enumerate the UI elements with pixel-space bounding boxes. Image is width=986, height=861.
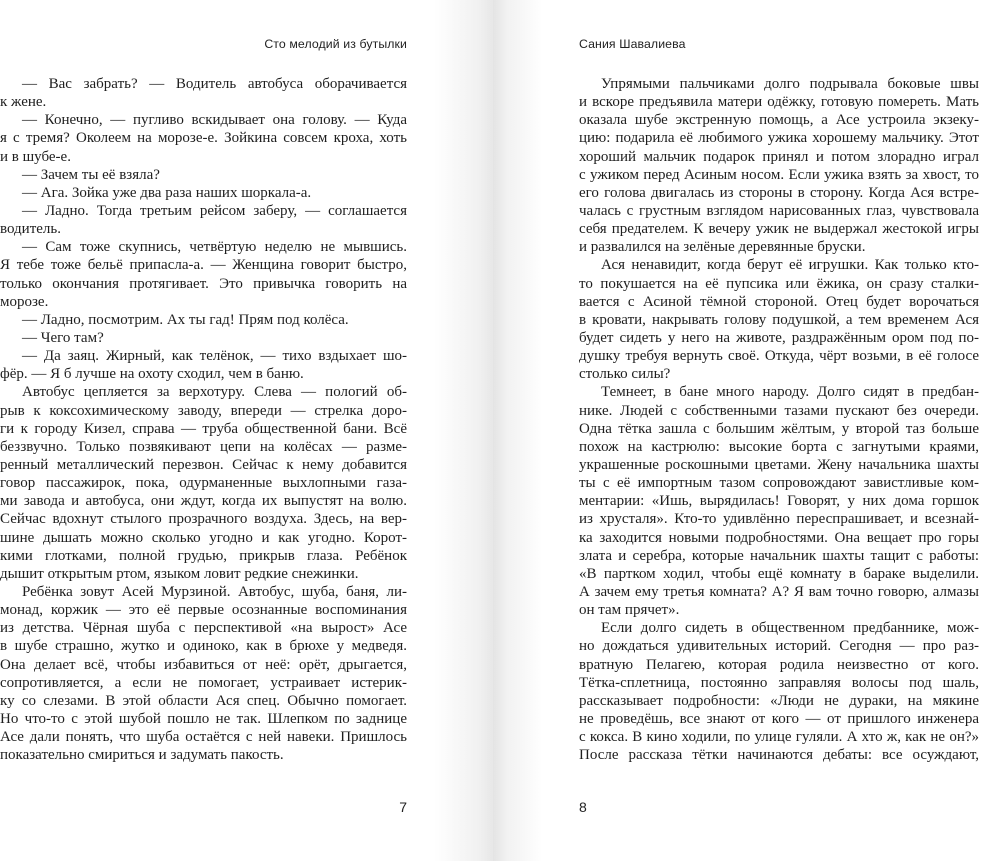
right-page-text: [579, 75, 979, 764]
text-line: кими глотками, полной грудью, прикрыв глаза. Ребёнок: [0, 547, 407, 564]
text-line: — Зачем ты её взяла?: [22, 166, 160, 183]
text-line: — Ладно, посмотрим. Ах ты гад! Прям под колёса.: [22, 311, 349, 328]
text-line: Упрямыми пальчиками долго подрывала боковые швы: [601, 76, 979, 92]
text-line: вратную Пелагею, которая родила неизвестно от кого.: [579, 656, 979, 673]
text-line: А зачем ему третья комната? А? Я вам точно говорю, алмазы: [579, 583, 979, 600]
text-line: Асе дали понять, что шуба остаётся с ней навеки. Пришлось: [0, 729, 407, 746]
text-line: я с тремя? Околеем на морозе-е. Зойкина совсем кроха, хоть: [0, 130, 407, 147]
text-line: в кровати, накрывать голову подушкой, а тем временем Ася: [579, 311, 979, 328]
text-line: из хрусталя». Кто-то удивлённо переспрашивает, и всезнай-: [579, 511, 979, 528]
text-line: Ася ненавидит, когда берут её игрушки. Как только кто-: [601, 257, 979, 274]
text-line: Сейчас вдохнут стылого прозрачного воздуха. Здесь, на вер-: [0, 511, 407, 528]
text-line: хороший мальчик подарок принял и потом злорадно играл: [579, 148, 979, 165]
text-line: Я тебе тоже бельё припасла-а. — Женщина говорит быстро,: [0, 257, 407, 274]
text-line: дышит открытым ртом, языком ловит редкие снежинки.: [0, 565, 359, 582]
text-line: — Ага. Зойка уже два раза наших шоркала-а.: [22, 184, 312, 201]
text-line: — Чего там?: [22, 329, 104, 346]
text-line: говор пассажирок, пока, одурманенные выхлопными газа-: [0, 475, 407, 492]
text-line: с ужиком перед Асиным носом. Если ужика взять за хвост, то: [579, 166, 979, 183]
text-line: он там прячет».: [579, 602, 680, 619]
text-line: и развалился на зелёные деревянные бруски.: [579, 239, 866, 256]
text-line: Ребёнка зовут Асей Мурзиной. Автобус, шуба, баня, ли-: [22, 583, 407, 600]
text-line: не проведёшь, все знают от кого — от пришлого инженера: [579, 710, 979, 727]
text-line: — Конечно, — пугливо вскидывает она голову. — Куда: [22, 112, 407, 129]
text-line: ренный металлический перезвон. Сейчас к нему добавится: [0, 456, 407, 473]
text-line: и в шубе-е.: [0, 148, 71, 165]
text-line: фёр. — Я б лучше на охоту сходил, чем в баню.: [0, 366, 304, 383]
text-line: ми завода и автобуса, они ждут, когда их выпустят на волю.: [0, 493, 407, 510]
text-line: себя предателем. К вечеру ужик не выдержал жестокой игры: [579, 221, 979, 238]
left-page-text: [0, 75, 407, 764]
text-line: ментарии: «Ишь, вырядилась! Говорят, у них дома горшок: [579, 493, 979, 510]
text-line: шине дышать можно сколько угодно и как угодно. Корот-: [0, 529, 407, 546]
text-line: Автобус цепляется за верхотуру. Слева — пологий об-: [22, 384, 407, 401]
text-line: оказала шубе экстренную помощь, а Асе устроила экзеку-: [579, 112, 979, 129]
text-line: Но что-то с этой шубой пошло не так. Шлепком по заднице: [0, 710, 407, 727]
text-line: — Да заяц. Жирный, как телёнок, — тихо вздыхает шо-: [22, 348, 407, 365]
text-line: но дождаться удивительных историй. Сегодня — про раз-: [579, 638, 979, 655]
text-line: похож на кастрюлю: высокие борта с загнутыми краями,: [579, 438, 979, 455]
text-line: будет сидеть у него на животе, раздражённым ором под по-: [579, 329, 979, 346]
text-line: нике. Людей с собственными тазами пускают без очереди.: [579, 402, 979, 419]
text-line: рыв к коксохимическому заводу, впереди — стрелка доро-: [0, 402, 407, 419]
right-page-number: 8: [579, 799, 587, 815]
text-line: ка заходится новыми подробностями. Она вещает про горы: [579, 529, 979, 546]
right-page: [493, 0, 986, 861]
text-line: Если долго сидеть в общественном предбаннике, мож-: [601, 620, 979, 637]
text-line: водитель.: [0, 221, 61, 238]
text-line: Тётка-сплетница, постоянно заправляя волосы под шаль,: [579, 674, 979, 691]
text-line: беззвучно. Только позвякивают цепи на колёсах — разме-: [0, 438, 407, 455]
text-line: столько силы?: [579, 366, 671, 383]
text-line: в шубе страшно, жутко и одиноко, как в брюхе у медведя.: [0, 638, 407, 655]
text-line: — Вас забрать? — Водитель автобуса оборачивается: [22, 76, 407, 92]
text-line: — Сам тоже скупнись, четвёртую неделю не мывшись.: [22, 239, 407, 256]
text-line: с кокса. В кино ходили, по улице гуляли. А хто ж, как не он?»: [579, 729, 979, 746]
text-line: После рассказа тётки начинаются дебаты: все осуждают,: [579, 747, 979, 764]
left-page-number: 7: [399, 799, 407, 815]
left-running-head: Сто мелодий из бутылки: [264, 37, 407, 51]
text-line: то покушается на её пупсика или ёжика, он сразу сталки-: [579, 275, 979, 292]
text-line: морозе.: [0, 293, 49, 310]
text-line: только окончания протягивает. Это привычка говорить на: [0, 275, 407, 292]
text-line: к жене.: [0, 94, 47, 111]
text-line: украшенные роскошными цветами. Жену начальника шахты: [579, 456, 979, 473]
text-line: чалась с грустным взглядом нарисованных глаз, чувствовала: [579, 202, 979, 219]
text-line: душку требуя вернуть своё. Откуда, чёрт возьми, в её голосе: [579, 348, 979, 365]
text-line: — Ладно. Тогда третьим рейсом заберу, — соглашается: [22, 202, 407, 219]
text-line: Она делает всё, чтобы избавиться от неё: орёт, дрыгается,: [0, 656, 407, 673]
text-line: и вскоре предъявила матери одёжку, готовую помереть. Мать: [579, 94, 979, 111]
text-line: из детства. Чёрная шуба с перспективой «на вырост» Асе: [0, 620, 407, 637]
text-line: его голова двигалась из стороны в сторону. Когда Ася встре-: [579, 184, 979, 201]
text-line: Одна тётка зашла с большим жёлтым, у второй таз больше: [579, 420, 979, 437]
text-line: сопротивляется, а если не помогает, устраивает истерик-: [0, 674, 407, 691]
text-line: показательно смириться и задумать пакость.: [0, 747, 284, 764]
right-running-head: Сания Шавалиева: [579, 37, 686, 51]
text-line: рассказывает подробности: «Люди не дураки, на мякине: [579, 692, 979, 709]
text-line: цию: подарила её любимого ужика хорошему мальчику. Этот: [579, 130, 979, 147]
text-line: ги к городу Кизел, справа — труба общественной бани. Всё: [0, 420, 407, 437]
text-line: ты с её импортным тазом сопровождают завистливые ком-: [579, 475, 979, 492]
text-line: ку со слезами. В этой области Ася спец. Обычно помогает.: [0, 692, 407, 709]
text-line: вается с Асиной тёмной стороной. Отец будет ворочаться: [579, 293, 979, 310]
text-line: «В партком ходил, чтобы ещё комнату в бараке выделили.: [579, 565, 979, 582]
text-line: монад, коржик — это её первые осознанные воспоминания: [0, 602, 407, 619]
text-line: злата и серебра, которые начальник шахты тащит с работы:: [579, 547, 979, 564]
text-line: Темнеет, в бане много народу. Долго сидят в предбан-: [601, 384, 979, 401]
